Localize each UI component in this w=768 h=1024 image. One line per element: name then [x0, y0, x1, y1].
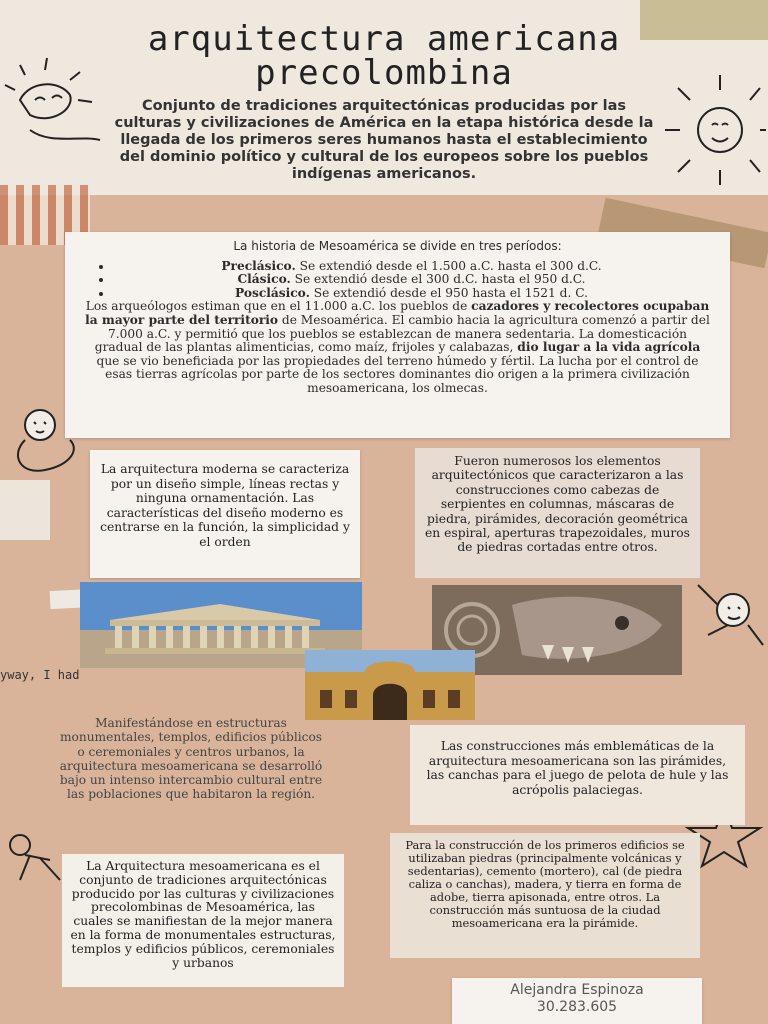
emblematic-note: Las construcciones más emblemáticas de la arquitectura mesoamericana son las pirámides, las canchas para el juego de pelota de hule y las acrópolis palaciegas. [410, 725, 745, 825]
manifest-note: Manifestándose en estructuras monumentales, templos, edificios públicos o ceremoniales y centros urbanos, la arquitectura mesoamericana se desarrolló bajo un intenso intercambio cultural entre las poblaciones que habitaron la región. [59, 716, 323, 802]
character-doodle-icon [688, 575, 768, 665]
title-line-1: arquitectura americana [147, 19, 621, 59]
collage-text: yway, I had [0, 668, 80, 682]
elements-note: Fueron numerosos los elementos arquitectónicos que caracterizaron a las construcciones como cabezas de serpientes en columnas, máscaras de piedra, pirámides, decoración geométrica en espiral, aperturas trapezoidales, muros de piedras cortadas entre otros. [415, 448, 700, 578]
mesoamerican-architecture-note: La Arquitectura mesoamericana es el conjunto de tradiciones arquitectónicas producido por las culturas y civilizaciones precolombinas de Mesoamérica, las cuales se manifiestan de la mejor manera en la forma de monumentales estructuras, templos y edificios públicos, ceremoniales y urbanos [62, 854, 344, 987]
list-item: • Preclásico. Se extendió desde el 1.500 a.C. hasta el 300 d.C. [113, 260, 710, 274]
author-card [452, 978, 702, 1024]
history-box [65, 232, 730, 438]
modern-architecture-note: La arquitectura moderna se caracteriza por un diseño simple, líneas rectas y ninguna ornamentación. Las características del diseño moderno es centrarse en la función, la simplicidad y el orden [90, 450, 360, 578]
author-name: Alejandra Espinoza [510, 982, 644, 998]
periods-list [85, 260, 710, 301]
page-title [0, 19, 768, 93]
title-line-2: precolombina [255, 53, 513, 93]
runner-doodle-icon [0, 825, 70, 885]
history-body: Los arqueólogos estiman que en el 11.000 a.C. los pueblos de cazadores y recolectores ocupaban la mayor parte del territorio de Mesoamérica. El cambio hacia la agricultura comenzó a partir del 7.000 a.C. y permitió que los pueblos se establezcan de manera sedentaria. La domesticación gradual de las plantas alimenticias, como maíz, frijoles y calabazas, dio lugar a la vida agrícola que se vio beneficiada por las propiedades del terreno húmedo y fértil. La lucha por el control de esas tierras agrícolas por parte de los sectores dominantes dio origen a la primera civilización mesoamericana, los olmecas. [85, 299, 710, 395]
newspaper-scrap [0, 480, 50, 540]
history-heading: La historia de Mesoamérica se divide en tres períodos: [233, 239, 562, 253]
list-item: • Posclásico. Se extendió desde el 950 hasta el 1521 d. C. [113, 287, 710, 301]
author-id: 30.283.605 [536, 999, 618, 1015]
intro-paragraph: Conjunto de tradiciones arquitectónicas producidas por las culturas y civilizaciones de América en la etapa histórica desde la llegada de los primeros seres humanos hasta el establecimiento del dominio político y cultural de los europeos sobre los pueblos indígenas americanos. [114, 98, 654, 182]
materials-note: Para la construcción de los primeros edificios se utilizaban piedras (principalmente volcánicas y sedentarias), cemento (mortero), cal (de piedra caliza o canchas), madera, y tierra en forma de adobe, tierra apisonada, entre otros. La construcción más suntuosa de la ciudad mesoamericana era la pirámide. [390, 833, 700, 958]
list-item: • Clásico. Se extendió desde el 300 d.C. hasta el 950 d.C. [113, 273, 710, 287]
